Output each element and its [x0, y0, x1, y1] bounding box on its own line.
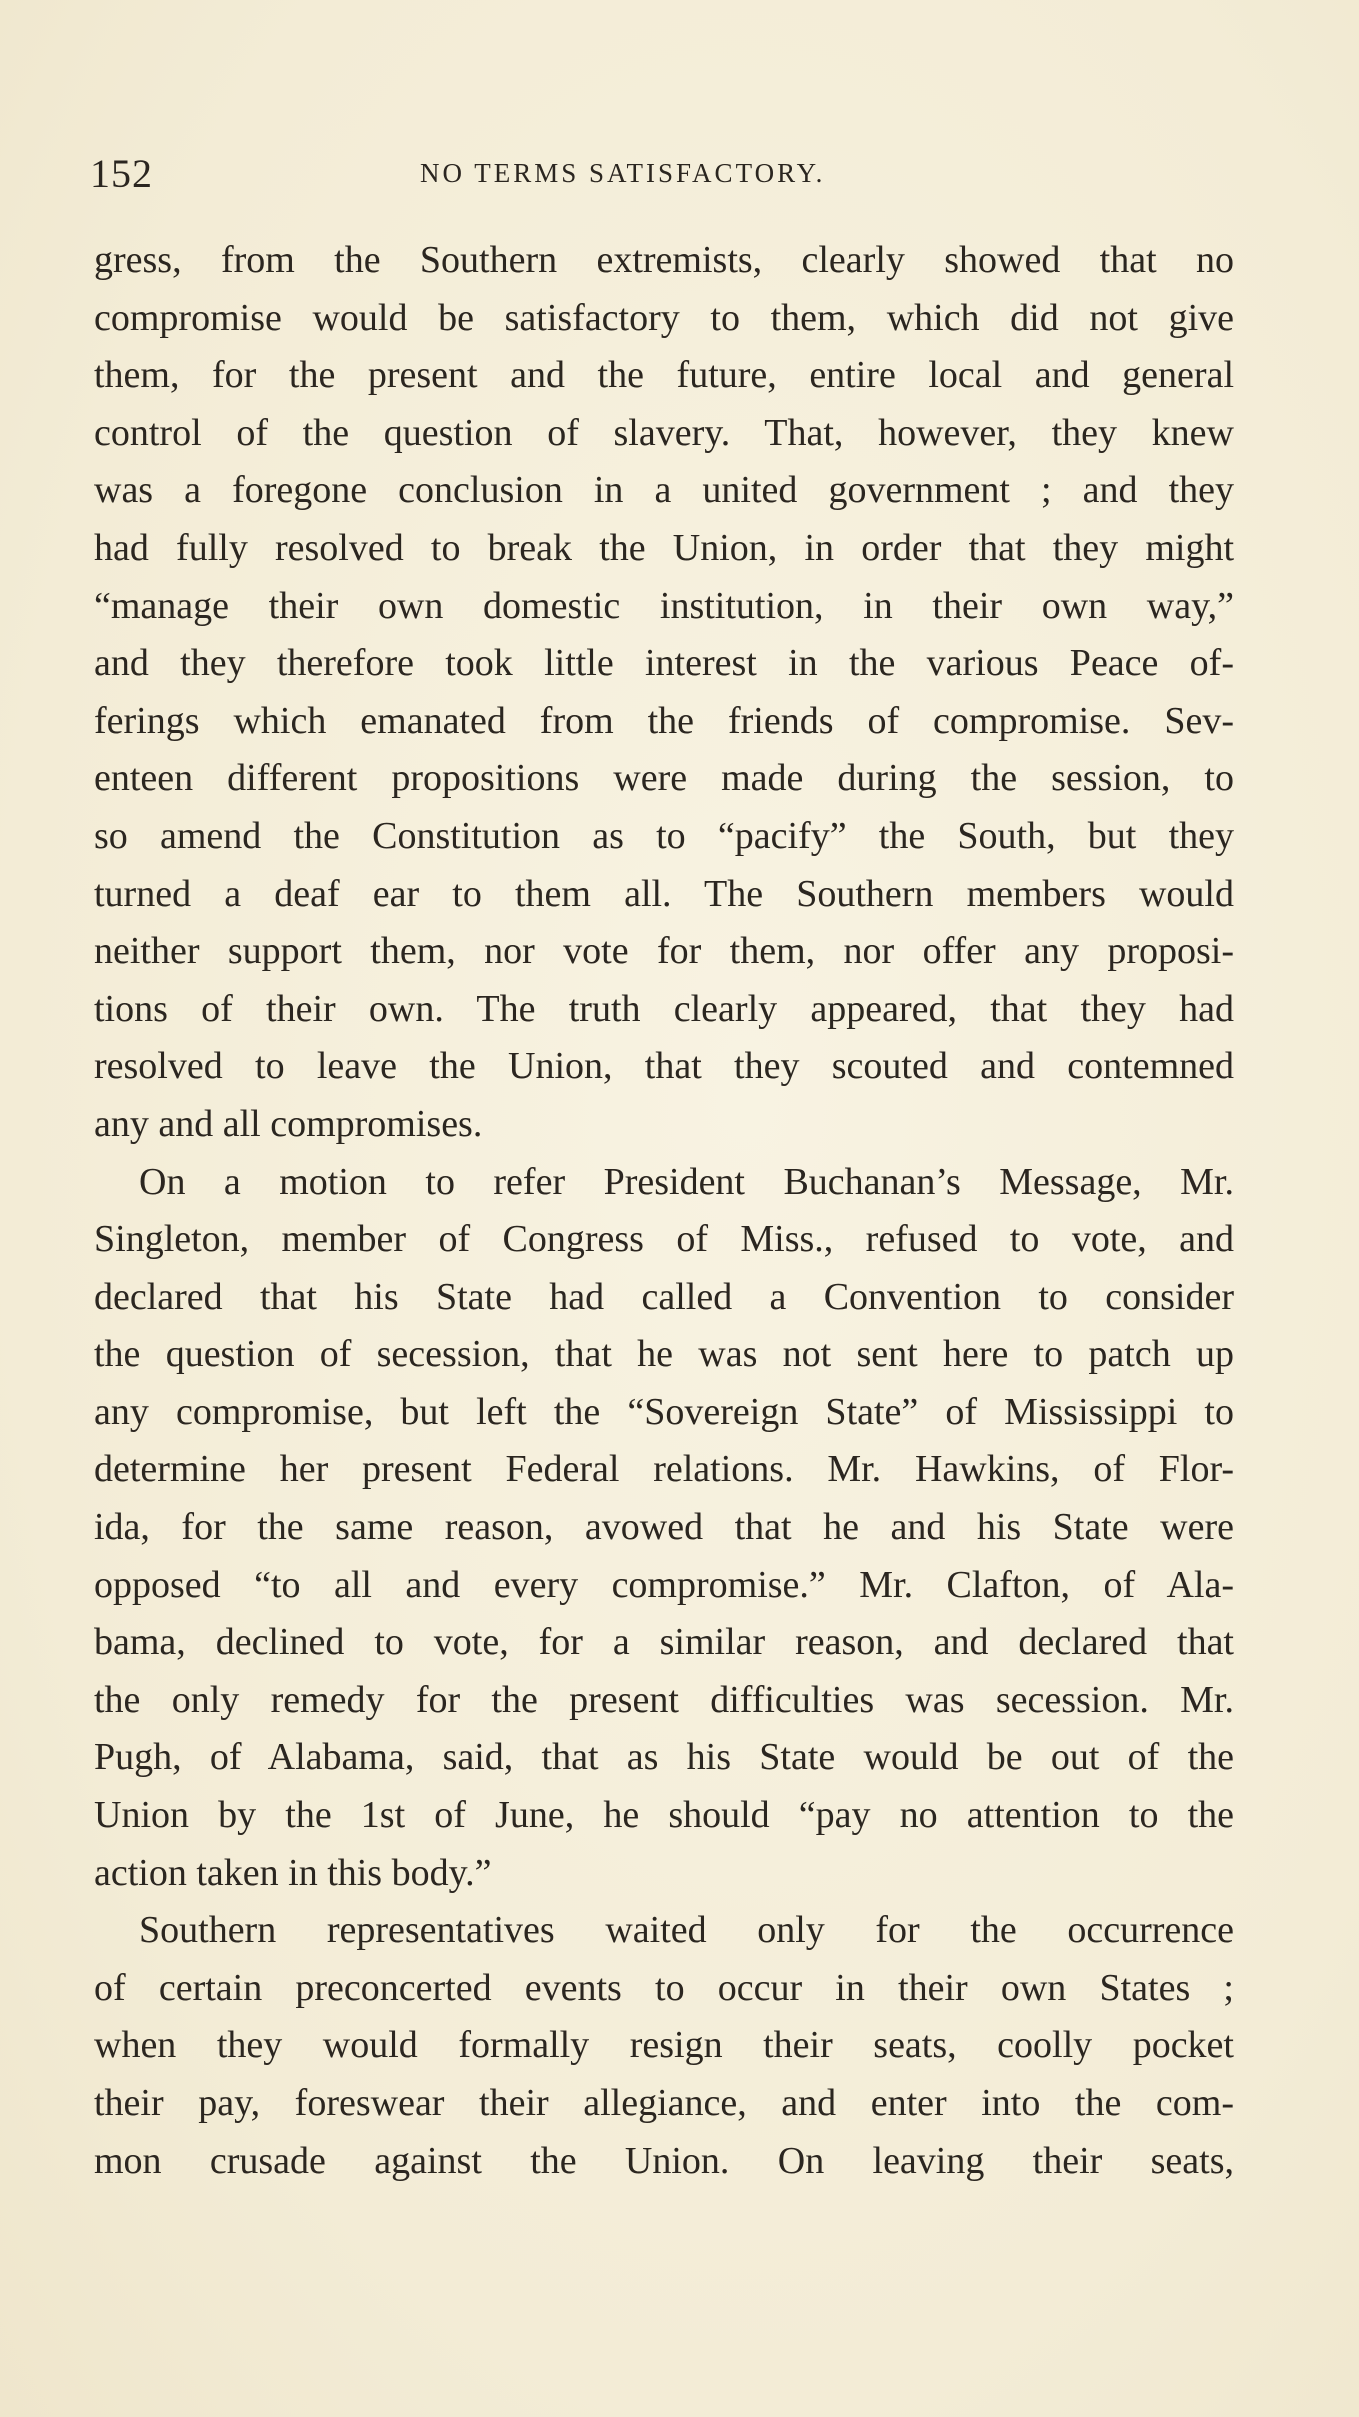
text-line: had fully resolved to break the Union, in order that they might	[94, 526, 1234, 569]
text-line: mon crusade against the Union. On leaving their seats,	[94, 2139, 1234, 2182]
text-line: compromise would be satisfactory to them, which did not give	[94, 296, 1234, 339]
paragraph-end-line: any and all compromises.	[94, 1102, 483, 1145]
text-line: Pugh, of Alabama, said, that as his State would be out of the	[94, 1736, 1234, 1779]
text-line: the only remedy for the present difficulties was secession. Mr.	[94, 1678, 1234, 1721]
text-line: neither support them, nor vote for them, nor offer any proposi-	[94, 930, 1234, 973]
text-line: of certain preconcerted events to occur in their own States ;	[94, 1966, 1234, 2009]
text-line: gress, from the Southern extremists, clearly showed that no	[94, 239, 1234, 281]
text-line: declared that his State had called a Convention to consider	[94, 1275, 1234, 1318]
text-line: turned a deaf ear to them all. The Southern members would	[94, 872, 1234, 915]
text-line: any compromise, but left the “Sovereign State” of Mississippi to	[94, 1390, 1234, 1433]
text-line: so amend the Constitution as to “pacify” the South, but they	[94, 814, 1234, 857]
text-line: the question of secession, that he was not sent here to patch up	[94, 1333, 1234, 1376]
text-line: Union by the 1st of June, he should “pay no attention to the	[94, 1794, 1234, 1837]
text-line: resolved to leave the Union, that they scouted and contemned	[94, 1045, 1234, 1088]
text-line: when they would formally resign their seats, coolly pocket	[94, 2024, 1234, 2067]
text-line: tions of their own. The truth clearly appeared, that they had	[94, 987, 1234, 1030]
text-line: opposed “to all and every compromise.” Mr. Clafton, of Ala-	[94, 1563, 1234, 1606]
body-text	[94, 232, 1234, 2190]
running-title: NO TERMS SATISFACTORY.	[420, 158, 826, 188]
text-line: ida, for the same reason, avowed that he and his State were	[94, 1506, 1234, 1549]
paragraph-start-line: On a motion to refer President Buchanan’s Message, Mr.	[139, 1160, 1234, 1203]
text-line: bama, declined to vote, for a similar reason, and declared that	[94, 1621, 1234, 1664]
text-line: Singleton, member of Congress of Miss., refused to vote, and	[94, 1218, 1234, 1261]
text-line: and they therefore took little interest in the various Peace of-	[94, 642, 1234, 685]
text-line: ferings which emanated from the friends of compromise. Sev-	[94, 699, 1234, 742]
page-number: 152	[90, 151, 153, 196]
text-line: was a foregone conclusion in a united government ; and they	[94, 469, 1234, 512]
running-head	[90, 150, 1240, 210]
text-line: enteen different propositions were made during the session, to	[94, 757, 1234, 800]
text-line: them, for the present and the future, entire local and general	[94, 354, 1234, 397]
text-line: “manage their own domestic institution, in their own way,”	[94, 584, 1234, 627]
paragraph-end-line: action taken in this body.”	[94, 1851, 492, 1894]
text-line: determine her present Federal relations. Mr. Hawkins, of Flor-	[94, 1448, 1234, 1491]
text-line: control of the question of slavery. That, however, they knew	[94, 411, 1234, 454]
paragraph-start-line: Southern representatives waited only for the occurrence	[139, 1909, 1234, 1952]
text-line: their pay, foreswear their allegiance, and enter into the com-	[94, 2082, 1234, 2124]
